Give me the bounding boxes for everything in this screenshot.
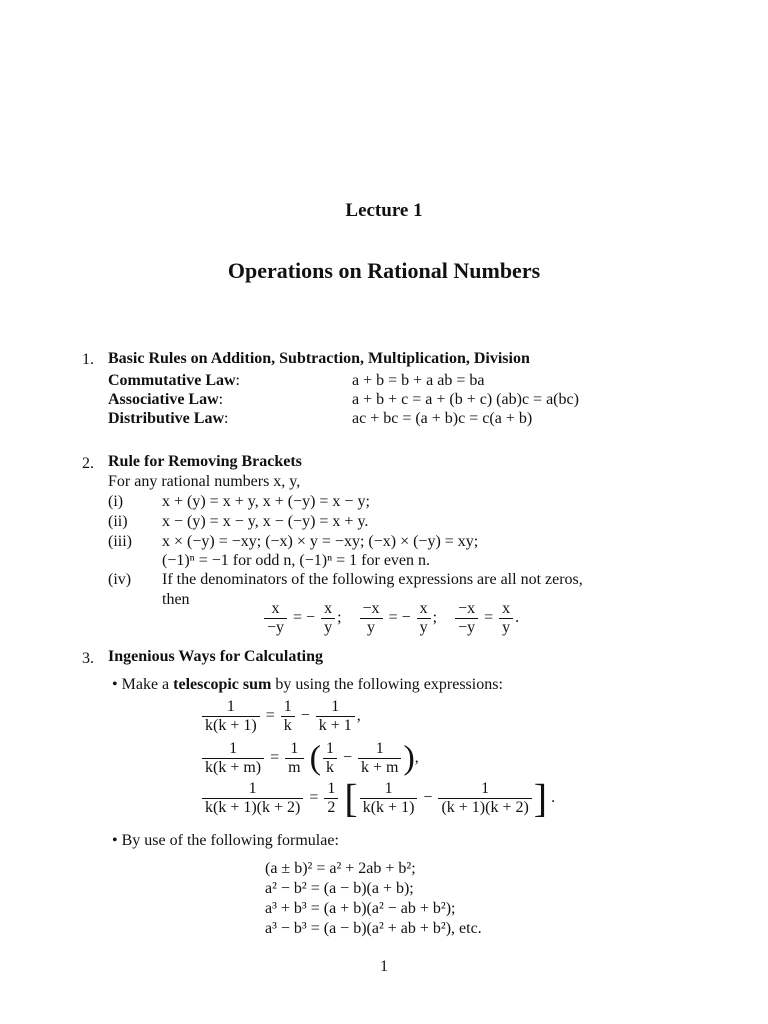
section-2-number: 2. xyxy=(82,455,94,472)
law-associative-name: Associative Law: xyxy=(108,391,224,408)
telescopic-identity-3: $\frac{1}{k(k + 1)(k + 2)}$ = $\frac{1}{2}$ [ $\frac{1}{k(k + 1)}$ − $\frac{1}{(k + 1)(k + 2)}$ ] . xyxy=(200,780,555,817)
section-3-heading: Ingenious Ways for Calculating xyxy=(108,648,324,665)
bullet-icon: • xyxy=(112,832,118,849)
page-number: 1 xyxy=(380,958,388,975)
law-distributive-formula: ac + bc = (a + b)c = c(a + b) xyxy=(352,410,533,427)
rule-text-iii: x × (−y) = −xy; (−x) × y = −xy; (−x) × (−y) = xy; xyxy=(162,533,479,550)
rule-label-iii: (iii) xyxy=(108,533,132,550)
rule-text-ii: x − (y) = x − y, x − (−y) = x + y. xyxy=(162,513,369,530)
section-1-heading: Basic Rules on Addition, Subtraction, Multiplication, Division xyxy=(108,350,530,367)
law-commutative-formula: a + b = b + a ab = ba xyxy=(352,372,485,389)
bullet-telescopic: • Make a telescopic sum by using the following expressions: xyxy=(112,676,503,693)
rule-text-i: x + (y) = x + y, x + (−y) = x − y; xyxy=(162,493,370,510)
rule-label-i: (i) xyxy=(108,493,124,510)
telescopic-identity-2: $\frac{1}{k(k + m)}$ = $\frac{1}{m}$ ( $\frac{1}{k}$ − $\frac{1}{k + m}$ ), xyxy=(200,740,419,777)
section-3-number: 3. xyxy=(82,650,94,667)
section-2-intro: For any rational numbers x, y, xyxy=(108,473,301,490)
rule-text-iv: If the denominators of the following expressions are all not zeros, xyxy=(162,571,583,588)
rule-label-ii: (ii) xyxy=(108,513,128,530)
section-2-heading: Rule for Removing Brackets xyxy=(108,453,302,470)
section-1-number: 1. xyxy=(82,351,94,368)
formula-3: a³ + b³ = (a + b)(a² − ab + b²); xyxy=(265,900,456,917)
formula-1: (a ± b)² = a² + 2ab + b²; xyxy=(265,860,416,877)
rule-text-iii-cont: (−1)ⁿ = −1 for odd n, (−1)ⁿ = 1 for even n. xyxy=(162,552,431,569)
page-title: Operations on Rational Numbers xyxy=(227,258,541,283)
fraction-sign-rules: $\frac{x}{-y}$ = − $\frac{x}{y}$ ; $\frac{-x}{y}$ = − $\frac{x}{y}$ ; $\frac{-x}{-y}$ = $\frac{x}{y}$ . xyxy=(262,600,519,637)
law-commutative-name: Commutative Law: xyxy=(108,372,240,389)
telescopic-identity-1: $\frac{1}{k(k + 1)}$ = $\frac{1}{k}$ − $\frac{1}{k + 1}$ , xyxy=(200,698,361,735)
law-associative-formula: a + b + c = a + (b + c) (ab)c = a(bc) xyxy=(352,391,579,408)
lecture-label: Lecture 1 xyxy=(345,200,423,221)
bullet-formulae: • By use of the following formulae: xyxy=(112,832,339,849)
bullet-icon: • xyxy=(112,676,118,693)
rule-text-iv-then: then xyxy=(162,591,190,608)
rule-label-iv: (iv) xyxy=(108,571,132,588)
formula-4: a³ − b³ = (a − b)(a² + ab + b²), etc. xyxy=(265,920,482,937)
formula-2: a² − b² = (a − b)(a + b); xyxy=(265,880,414,897)
law-distributive-name: Distributive Law: xyxy=(108,410,229,427)
